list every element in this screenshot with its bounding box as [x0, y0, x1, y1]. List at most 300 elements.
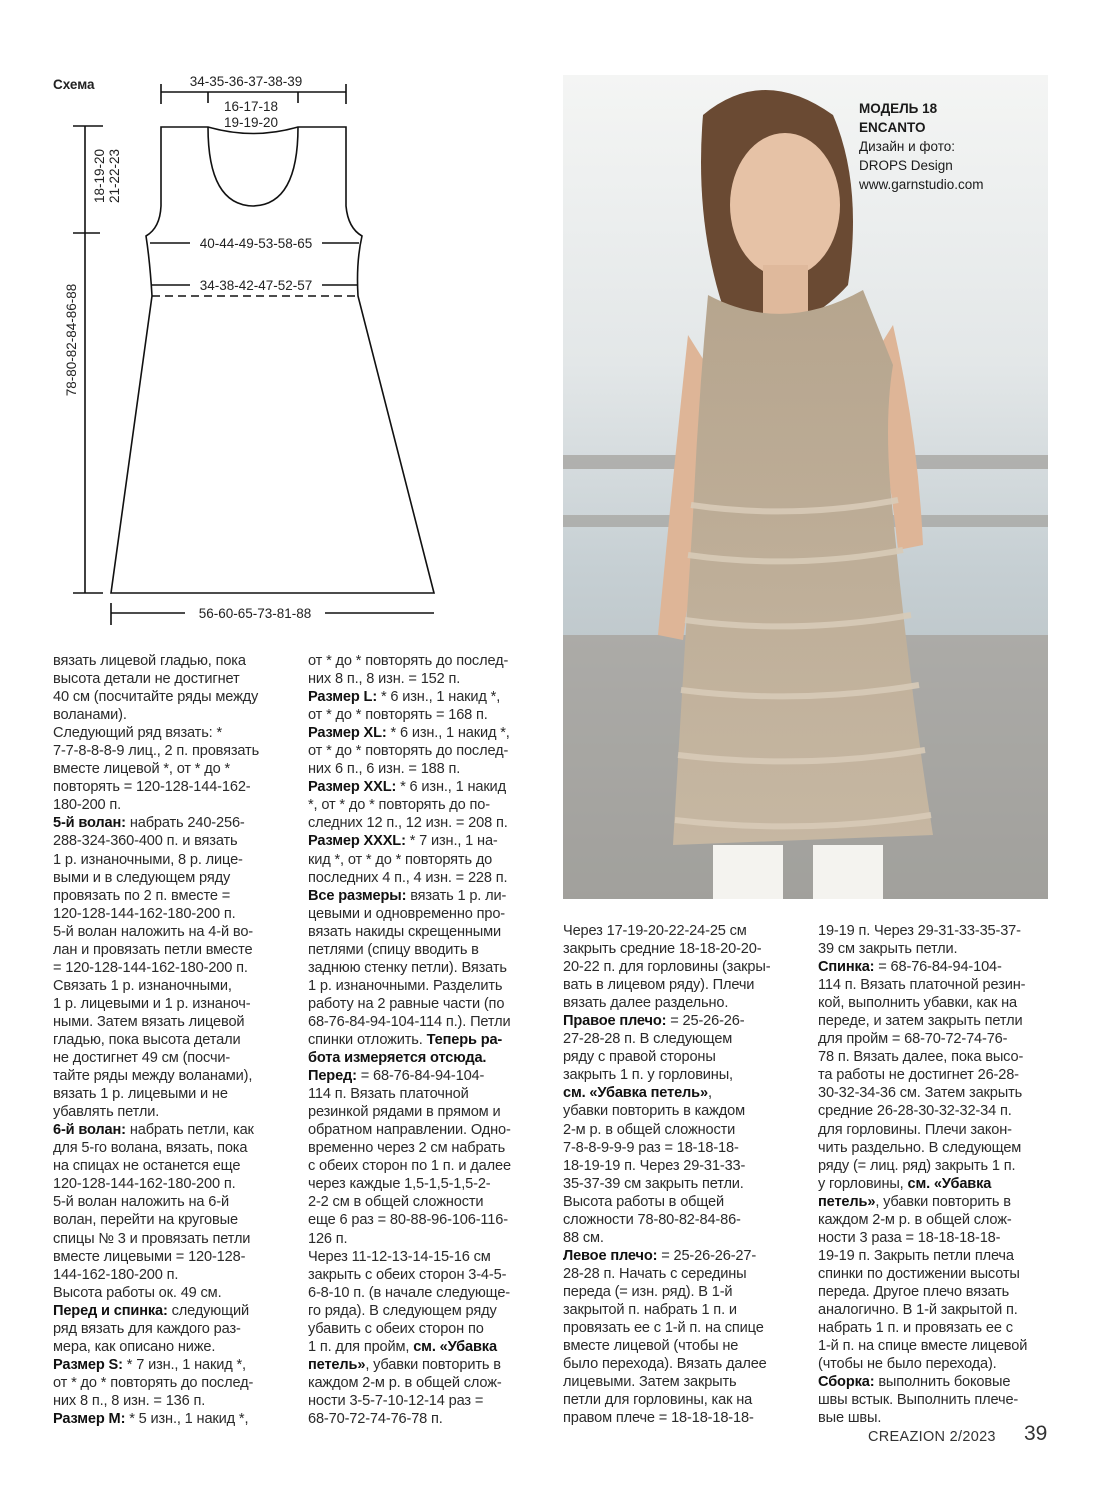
text-segment: = 68-76-84-94-104-: [878, 959, 1002, 976]
text-segment: закрыть с обеих сторон 3-4-5-: [308, 1266, 507, 1283]
text-line: [308, 1193, 553, 1211]
text-segment: Через 11-12-13-14-15-16 см: [308, 1248, 491, 1265]
text-segment: 20-22 п. для горловины (закры-: [563, 959, 771, 976]
text-line: [563, 1102, 808, 1120]
text-line: [563, 1265, 808, 1283]
text-line: [53, 851, 298, 869]
schema-title: Схема: [53, 77, 95, 92]
text-segment: на спицах не останется еще: [53, 1158, 241, 1175]
waist-width-label: 34-38-42-47-52-57: [199, 278, 313, 293]
text-line: [308, 1374, 553, 1392]
bold-heading: Размер M:: [53, 1410, 130, 1427]
text-segment: набрать 1 п. и провязать ее с: [818, 1320, 1013, 1337]
text-line: [563, 1319, 808, 1337]
text-line: [818, 940, 1063, 958]
text-line: [308, 1320, 553, 1338]
bold-heading: Все размеры:: [308, 887, 411, 904]
text-segment: них 8 п., 8 изн. = 136 п.: [53, 1392, 206, 1409]
text-segment: 144-162-180-200 п.: [53, 1266, 179, 1283]
text-line: [563, 1121, 808, 1139]
text-line: [53, 742, 298, 760]
text-segment: 68-76-84-94-104-114 п.). Петли: [308, 1013, 511, 1030]
text-segment: повторять = 120-128-144-162-: [53, 779, 251, 796]
text-segment: * 5 изн., 1 накид *,: [129, 1410, 249, 1427]
text-line: [308, 742, 553, 760]
text-line: [53, 652, 298, 670]
text-segment: 39 см закрыть петли.: [818, 941, 958, 958]
text-segment: * 6 изн., 1 накид: [400, 779, 506, 796]
text-segment: = 25-26-26-: [670, 1013, 745, 1030]
text-line: [818, 922, 1063, 940]
text-line: [818, 1048, 1063, 1066]
text-line: [53, 1338, 298, 1356]
text-line: [53, 1211, 298, 1229]
text-line: [818, 1373, 1063, 1391]
text-segment: * 7 изн., 1 на-: [409, 833, 498, 850]
text-segment: закрыть средние 18-18-20-20-: [563, 941, 762, 958]
text-line: [53, 778, 298, 796]
text-segment: петли для горловины, как на: [563, 1392, 753, 1409]
text-segment: Высота работы в общей: [563, 1193, 725, 1210]
text-line: [818, 1391, 1063, 1409]
text-segment: 126 п.: [308, 1230, 348, 1247]
text-line: [53, 1230, 298, 1248]
text-segment: 2-м р. в общей сложности: [563, 1121, 736, 1138]
text-segment: них 6 п., 6 изн. = 188 п.: [308, 761, 461, 778]
text-line: [53, 1139, 298, 1157]
bold-heading: Размер L:: [308, 689, 381, 706]
text-segment: вязать лицевой гладью, пока: [53, 653, 246, 669]
text-line: [308, 796, 553, 814]
chest-width-label: 40-44-49-53-58-65: [199, 236, 313, 251]
text-segment: 40 см (посчитайте ряды между: [53, 689, 259, 706]
text-segment: 19-19 п. Через 29-31-33-35-37-: [818, 923, 1021, 939]
text-segment: переде, и затем закрыть петли: [818, 1013, 1023, 1030]
text-segment: 114 п. Вязать платочной: [308, 1086, 469, 1103]
text-line: [308, 959, 553, 977]
model-photo: [563, 75, 1048, 899]
text-segment: них 8 п., 8 изн. = 152 п.: [308, 671, 461, 688]
text-segment: не достигнет 49 см (посчи-: [53, 1050, 231, 1067]
text-segment: заднюю стенку петли). Вязать: [308, 959, 507, 976]
text-line: [818, 1066, 1063, 1084]
text-segment: 180-200 п.: [53, 797, 122, 814]
text-segment: резинкой рядами в прямом и: [308, 1104, 501, 1121]
text-line: [563, 1048, 808, 1066]
text-line: [818, 1247, 1063, 1265]
text-line: [53, 688, 298, 706]
text-segment: кид *, от * до * повторять до: [308, 851, 493, 868]
text-line: [818, 976, 1063, 994]
text-segment: 114 п. Вязать платочной резин-: [818, 977, 1026, 994]
text-line: [818, 1301, 1063, 1319]
text-line: [53, 670, 298, 688]
text-segment: еще 6 раз = 80-88-96-106-116-: [308, 1212, 508, 1229]
text-line: [308, 977, 553, 995]
text-line: [818, 1229, 1063, 1247]
text-segment: вязать далее раздельно.: [563, 995, 729, 1012]
text-segment: убавить с обеих сторон по: [308, 1320, 484, 1337]
text-line: [308, 670, 553, 688]
text-line: [563, 922, 808, 940]
text-line: [53, 1157, 298, 1175]
bold-heading: см. «Убавка: [413, 1338, 497, 1355]
text-line: [818, 1030, 1063, 1048]
text-segment: аналогично. В 1-й закрытой п.: [818, 1301, 1018, 1318]
text-segment: ности 3 раза = 18-18-18-18-: [818, 1229, 1001, 1246]
bold-heading: Размер XL:: [308, 725, 391, 742]
armhole-height-label: 21-22-23: [107, 148, 122, 204]
bold-heading: Размер XXXL:: [308, 833, 410, 850]
text-segment: волан, перейти на круговые: [53, 1212, 238, 1229]
text-segment: последних 4 п., 4 изн. = 228 п.: [308, 869, 508, 886]
neck-width-label: 16-17-18: [223, 99, 279, 114]
text-segment: вязать накиды скрещенными: [308, 923, 502, 940]
text-line: [818, 1012, 1063, 1030]
text-line: [308, 1230, 553, 1248]
text-line: [563, 958, 808, 976]
text-line: [818, 1337, 1063, 1355]
text-segment: ряду (= лиц. ряд) закрыть 1 п.: [818, 1157, 1016, 1174]
text-line: [53, 1302, 298, 1320]
neckline: [208, 127, 298, 206]
text-segment: 18-19-19 п. Через 29-31-33-: [563, 1157, 746, 1174]
text-segment: для 5-го волана, вязать, пока: [53, 1140, 248, 1157]
text-segment: вязать 1 р. ли-: [410, 887, 507, 904]
bold-heading: см. «Убавка: [907, 1175, 992, 1192]
bold-heading: Левое плечо:: [563, 1247, 662, 1264]
text-line: [53, 1248, 298, 1266]
garment-outline: [111, 127, 434, 593]
text-segment: временно через 2 см набрать: [308, 1140, 506, 1157]
text-line: [818, 1102, 1063, 1120]
text-line: [53, 1175, 298, 1193]
text-line: [563, 1283, 808, 1301]
text-segment: 35-37-39 см закрыть петли.: [563, 1175, 744, 1192]
text-line: [53, 1392, 298, 1410]
bold-heading: 5-й волан:: [53, 815, 130, 832]
text-segment: ряд вязать для каждого раз-: [53, 1320, 241, 1337]
text-segment: 68-70-72-74-76-78 п.: [308, 1410, 443, 1427]
text-segment: от * до * повторять до послед-: [53, 1374, 254, 1391]
text-line: [308, 1356, 553, 1374]
text-line: [818, 1265, 1063, 1283]
text-segment: лан и провязать петли вместе: [53, 941, 253, 958]
garment-schematic: [0, 0, 470, 640]
model-name: ENCANTO: [859, 120, 926, 135]
text-segment: для пройм = 68-70-72-74-76-: [818, 1031, 1008, 1048]
text-segment: 7-7-8-8-8-9 лиц., 2 п. провязать: [53, 743, 260, 760]
bold-heading: петель»: [308, 1356, 366, 1373]
text-line: [563, 940, 808, 958]
text-line: [53, 959, 298, 977]
text-segment: 1 р. лицевыми и 1 р. изнаноч-: [53, 995, 251, 1012]
text-line: [53, 832, 298, 850]
text-line: [53, 1121, 298, 1139]
text-segment: Через 17-19-20-22-24-25 см: [563, 923, 747, 939]
text-segment: = 120-128-144-162-180-200 п.: [53, 959, 248, 976]
text-column-1: [53, 652, 298, 1428]
text-line: [563, 994, 808, 1012]
text-segment: вые швы.: [818, 1410, 882, 1427]
text-segment: мера, как описано ниже.: [53, 1338, 216, 1355]
text-segment: через каждые 1,5-1,5-1,5-2-: [308, 1176, 491, 1193]
text-line: [308, 1392, 553, 1410]
text-segment: = 25-26-26-27-: [661, 1247, 757, 1264]
text-segment: *, от * до * повторять до по-: [308, 797, 490, 814]
text-segment: закрыть 1 п. у горловины,: [563, 1067, 733, 1084]
text-segment: от * до * повторять = 168 п.: [308, 707, 488, 724]
text-line: [563, 1391, 808, 1409]
text-line: [818, 1193, 1063, 1211]
text-line: [53, 995, 298, 1013]
text-line: [53, 796, 298, 814]
text-line: [563, 1373, 808, 1391]
text-line: [563, 1084, 808, 1102]
text-segment: 1-й п. на спице вместе лицевой: [818, 1338, 1028, 1355]
text-segment: каждом 2-м р. в общей слож-: [308, 1374, 502, 1391]
text-line: [308, 851, 553, 869]
text-segment: цевыми и одновременно про-: [308, 905, 506, 922]
text-segment: 6-8-10 п. (в начале следующе-: [308, 1284, 511, 1301]
text-segment: кой, выполнить убавки, как на: [818, 995, 1018, 1012]
text-segment: закрытой п. набрать 1 п. и: [563, 1301, 737, 1318]
text-segment: 1 р. изнаночными. Разделить: [308, 977, 503, 994]
text-line: [818, 1355, 1063, 1373]
text-line: [308, 832, 553, 850]
text-segment: 30-32-34-36 см. Затем закрыть: [818, 1085, 1023, 1102]
text-line: [53, 923, 298, 941]
text-line: [818, 1175, 1063, 1193]
text-line: [53, 814, 298, 832]
text-line: [818, 1157, 1063, 1175]
text-segment: вместе лицевыми = 120-128-: [53, 1248, 246, 1265]
text-segment: работу на 2 равные части (по: [308, 995, 505, 1012]
text-segment: обратном направлении. Одно-: [308, 1122, 511, 1139]
text-line: [53, 1284, 298, 1302]
text-segment: та работы не достигнет 26-28-: [818, 1067, 1019, 1084]
text-segment: Высота работы ок. 49 см.: [53, 1284, 222, 1301]
text-segment: вместе лицевой (чтобы не: [563, 1338, 739, 1355]
text-column-4: [818, 922, 1063, 1427]
text-line: [308, 652, 553, 670]
text-segment: * 6 изн., 1 накид *,: [390, 725, 510, 742]
text-line: [53, 1374, 298, 1392]
text-line: [563, 1066, 808, 1084]
text-line: [53, 869, 298, 887]
text-segment: 27-28-28 п. В следующем: [563, 1031, 733, 1048]
text-segment: переда. Другое плечо вязать: [818, 1283, 1010, 1300]
text-line: [53, 941, 298, 959]
text-line: [818, 1121, 1063, 1139]
text-line: [818, 1283, 1063, 1301]
text-line: [818, 958, 1063, 976]
text-segment: ряду с правой стороны: [563, 1049, 716, 1066]
text-segment: чить раздельно. В следующем: [818, 1139, 1022, 1156]
text-line: [563, 1012, 808, 1030]
text-segment: от * до * повторять до послед-: [308, 653, 509, 669]
text-segment: 5-й волан наложить на 6-й: [53, 1194, 229, 1211]
text-segment: провязать ее с 1-й п. на спице: [563, 1320, 764, 1337]
text-segment: от * до * повторять до послед-: [308, 743, 509, 760]
text-segment: 28-28 п. Начать с середины: [563, 1265, 747, 1282]
text-segment: у горловины,: [818, 1175, 908, 1192]
text-line: [308, 1338, 553, 1356]
text-line: [308, 1410, 553, 1428]
text-line: [308, 1139, 553, 1157]
website: www.garnstudio.com: [859, 177, 984, 192]
text-segment: 120-128-144-162-180-200 п.: [53, 905, 236, 922]
text-line: [53, 1103, 298, 1121]
text-segment: 1 р. изнаночными, 8 р. лице-: [53, 851, 243, 868]
text-line: [308, 923, 553, 941]
text-column-2: [308, 652, 553, 1428]
text-segment: петлями (спицу вводить в: [308, 941, 479, 958]
bold-heading: бота измеряется отсюда.: [308, 1050, 487, 1067]
text-segment: го ряда). В следующем ряду: [308, 1302, 497, 1319]
text-segment: высота детали не достигнет: [53, 671, 240, 688]
text-line: [818, 1211, 1063, 1229]
text-line: [308, 995, 553, 1013]
text-line: [308, 905, 553, 923]
text-segment: = 68-76-84-94-104-: [360, 1068, 485, 1085]
text-line: [53, 1266, 298, 1284]
text-line: [818, 1319, 1063, 1337]
text-line: [53, 1356, 298, 1374]
text-line: [308, 1085, 553, 1103]
text-line: [53, 1067, 298, 1085]
text-segment: (чтобы не было перехода).: [818, 1356, 997, 1373]
text-line: [563, 1157, 808, 1175]
text-line: [308, 1121, 553, 1139]
text-line: [563, 1247, 808, 1265]
text-segment: Следующий ряд вязать: *: [53, 725, 223, 742]
text-segment: вязать 1 р. лицевыми и не: [53, 1086, 228, 1103]
text-segment: 5-й волан наложить на 4-й во-: [53, 923, 254, 940]
text-line: [308, 688, 553, 706]
text-segment: переда (= изн. ряд). В 1-й: [563, 1283, 733, 1300]
text-segment: набрать 240-256-: [129, 815, 245, 832]
text-segment: следних 12 п., 12 изн. = 208 п.: [308, 815, 508, 832]
text-line: [53, 724, 298, 742]
text-segment: спицы № 3 и провязать петли: [53, 1230, 251, 1247]
designer: DROPS Design: [859, 158, 953, 173]
text-line: [563, 1301, 808, 1319]
magazine-issue: CREAZION 2/2023: [868, 1429, 996, 1445]
neck-width-label: 19-19-20: [223, 115, 279, 130]
text-line: [53, 977, 298, 995]
text-line: [53, 1410, 298, 1428]
text-segment: вместе лицевой *, от * до *: [53, 761, 230, 778]
bold-heading: Перед и спинка:: [53, 1302, 172, 1319]
text-segment: воланами).: [53, 707, 127, 724]
text-segment: ными. Затем вязать лицевой: [53, 1013, 245, 1030]
text-line: [308, 760, 553, 778]
top-width-label: 34-35-36-37-38-39: [189, 74, 303, 89]
text-segment: правом плече = 18-18-18-18-: [563, 1410, 754, 1427]
text-line: [308, 706, 553, 724]
text-segment: тайте ряды между воланами),: [53, 1068, 253, 1085]
text-segment: средние 26-28-30-32-32-34 п.: [818, 1103, 1012, 1120]
bold-heading: Перед:: [308, 1068, 361, 1085]
text-line: [308, 1211, 553, 1229]
text-segment: набрать петли, как: [129, 1122, 254, 1139]
text-segment: 78 п. Вязать далее, пока высо-: [818, 1049, 1024, 1066]
text-line: [308, 1175, 553, 1193]
text-line: [818, 994, 1063, 1012]
text-line: [308, 941, 553, 959]
total-height-label: 78-80-82-84-86-88: [64, 283, 79, 397]
text-line: [53, 760, 298, 778]
text-segment: спинки отложить.: [308, 1031, 427, 1048]
text-line: [308, 1013, 553, 1031]
bold-heading: петель»: [818, 1193, 876, 1210]
text-line: [308, 778, 553, 796]
text-line: [308, 1284, 553, 1302]
text-segment: выполнить боковые: [878, 1374, 1011, 1391]
text-segment: 2-2 см в общей сложности: [308, 1194, 484, 1211]
text-segment: , убавки повторить в: [365, 1356, 501, 1373]
text-line: [53, 905, 298, 923]
text-line: [53, 1031, 298, 1049]
text-segment: вать в лицевом ряду). Плечи: [563, 977, 755, 994]
design-label: Дизайн и фото:: [859, 139, 956, 154]
text-segment: ности 3-5-7-10-12-14 раз =: [308, 1392, 484, 1409]
text-segment: Связать 1 р. изнаночными,: [53, 977, 232, 994]
text-segment: каждом 2-м р. в общей слож-: [818, 1211, 1012, 1228]
bold-heading: Теперь ра-: [426, 1031, 503, 1048]
text-line: [563, 1175, 808, 1193]
model-credits: [859, 99, 984, 194]
text-segment: следующий: [171, 1302, 249, 1319]
text-line: [563, 1355, 808, 1373]
text-segment: 19-19 п. Закрыть петли плеча: [818, 1247, 1014, 1264]
text-line: [53, 1193, 298, 1211]
text-segment: с обеих сторон по 1 п. и далее: [308, 1158, 511, 1175]
text-segment: 1 п. для пройм,: [308, 1338, 414, 1355]
text-segment: выми и в следующем ряду: [53, 869, 231, 886]
text-line: [563, 1337, 808, 1355]
text-segment: лицевыми. Затем закрыть: [563, 1374, 737, 1391]
text-line: [308, 1248, 553, 1266]
text-segment: швы встык. Выполнить плече-: [818, 1392, 1019, 1409]
text-line: [563, 1229, 808, 1247]
text-line: [53, 1013, 298, 1031]
text-segment: было перехода). Вязать далее: [563, 1356, 767, 1373]
text-line: [308, 887, 553, 905]
model-number: МОДЕЛЬ 18: [859, 101, 938, 116]
text-line: [308, 1266, 553, 1284]
text-segment: 120-128-144-162-180-200 п.: [53, 1176, 236, 1193]
text-line: [308, 1157, 553, 1175]
bold-heading: Размер XXL:: [308, 779, 401, 796]
text-line: [563, 1139, 808, 1157]
bold-heading: 6-й волан:: [53, 1122, 130, 1139]
text-line: [308, 814, 553, 832]
text-segment: убавки повторить в каждом: [563, 1103, 745, 1120]
text-line: [53, 1320, 298, 1338]
text-line: [308, 1067, 553, 1085]
text-line: [53, 706, 298, 724]
text-segment: 288-324-360-400 п. и вязать: [53, 833, 238, 850]
text-line: [818, 1139, 1063, 1157]
text-line: [53, 887, 298, 905]
text-line: [308, 1031, 553, 1049]
bold-heading: Правое плечо:: [563, 1013, 671, 1030]
text-segment: спинки по достижении высоты: [818, 1265, 1020, 1282]
text-segment: 7-8-8-9-9-9 раз = 18-18-18-: [563, 1139, 739, 1156]
text-line: [308, 1049, 553, 1067]
